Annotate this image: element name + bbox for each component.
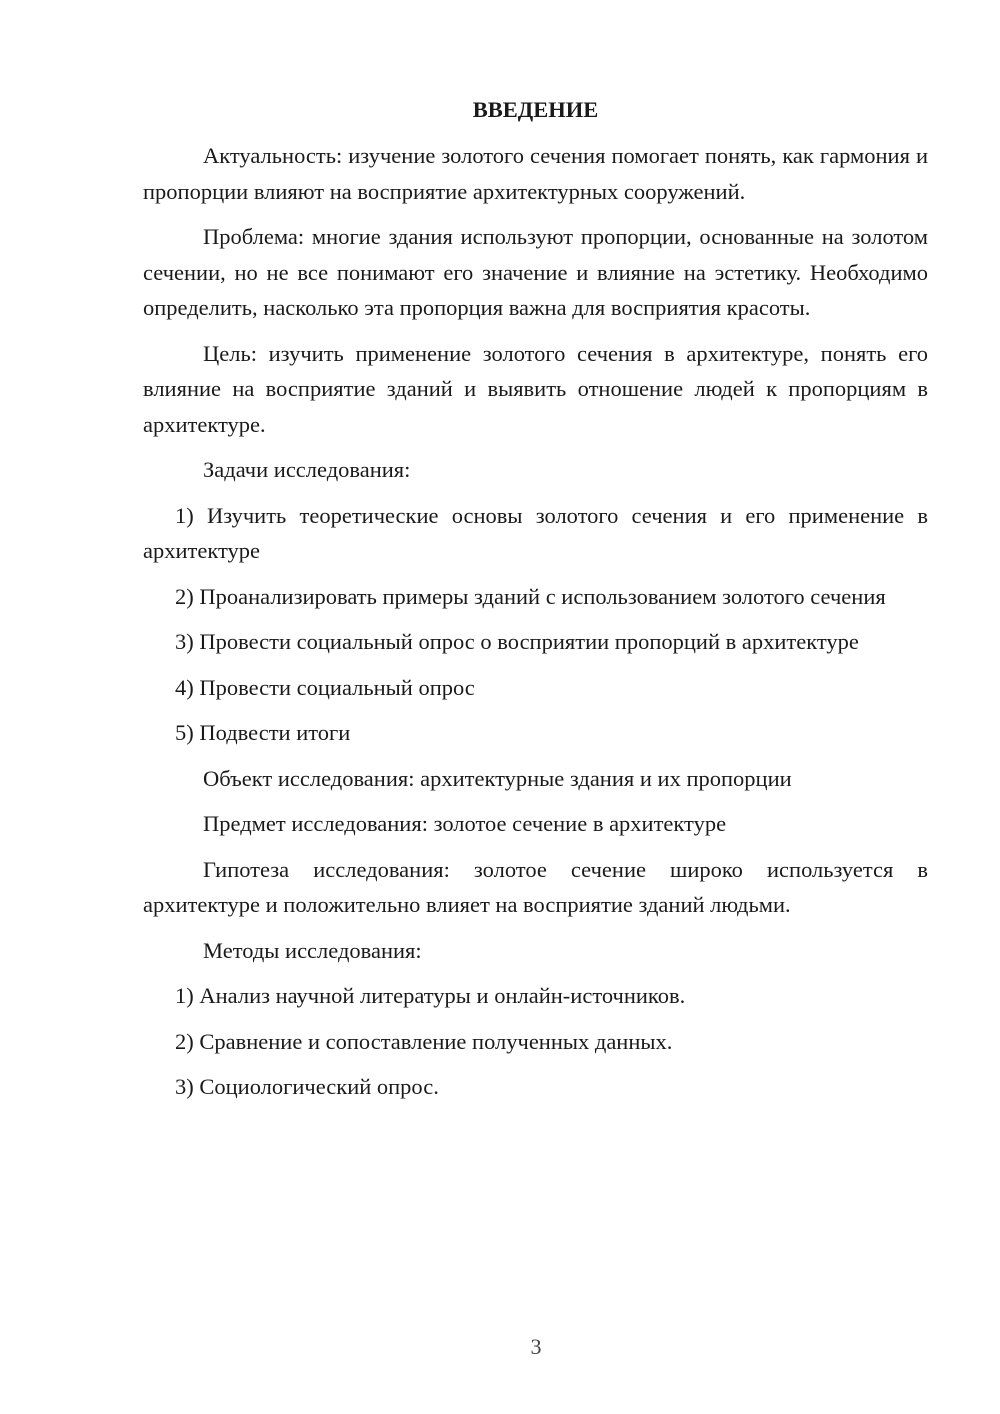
document-page [143, 92, 928, 1115]
task-item: 1) Изучить теоретические основы золотого сечения и его применение в архитектуре [143, 502, 928, 563]
task-item: 2) Проанализировать примеры зданий с использованием золотого сечения [175, 583, 886, 609]
tasks-heading: Задачи исследования: [203, 457, 411, 482]
method-item: 2) Сравнение и сопоставление полученных данных. [175, 1028, 673, 1054]
method-item: 1) Анализ научной литературы и онлайн-источников. [175, 983, 686, 1008]
task-item: 3) Провести социальный опрос о восприятии пропорций в архитектуре [175, 629, 859, 654]
relevance-paragraph: Актуальность: изучение золотого сечения помогает понять, как гармония и пропорции влияют на восприятие архитектурных сооружений. [143, 143, 928, 204]
task-item: 4) Провести социальный опрос [175, 674, 475, 700]
hypothesis-paragraph: Гипотеза исследования: золотое сечение широко используется в архитектуре и положительно влияет на восприятие зданий людьми. [143, 856, 928, 917]
page-number: 3 [530, 1334, 542, 1359]
method-item: 3) Социологический опрос. [175, 1074, 439, 1099]
methods-heading: Методы исследования: [203, 937, 422, 963]
object-line: Объект исследования: архитектурные здания и их пропорции [203, 765, 792, 791]
goal-paragraph: Цель: изучить применение золотого сечения в архитектуре, понять его влияние на восприятие зданий и выявить отношение людей к пропорциям в архитектуре. [143, 340, 928, 437]
problem-paragraph: Проблема: многие здания используют пропорции, основанные на золотом сечении, но не все понимают его значение и влияние на эстетику. Необходимо определить, насколько эта пропорция важна для восприятия красоты. [143, 224, 928, 320]
task-item: 5) Подвести итоги [175, 720, 351, 745]
subject-line: Предмет исследования: золотое сечение в архитектуре [203, 811, 727, 836]
page-title: ВВЕДЕНИЕ [472, 97, 599, 122]
